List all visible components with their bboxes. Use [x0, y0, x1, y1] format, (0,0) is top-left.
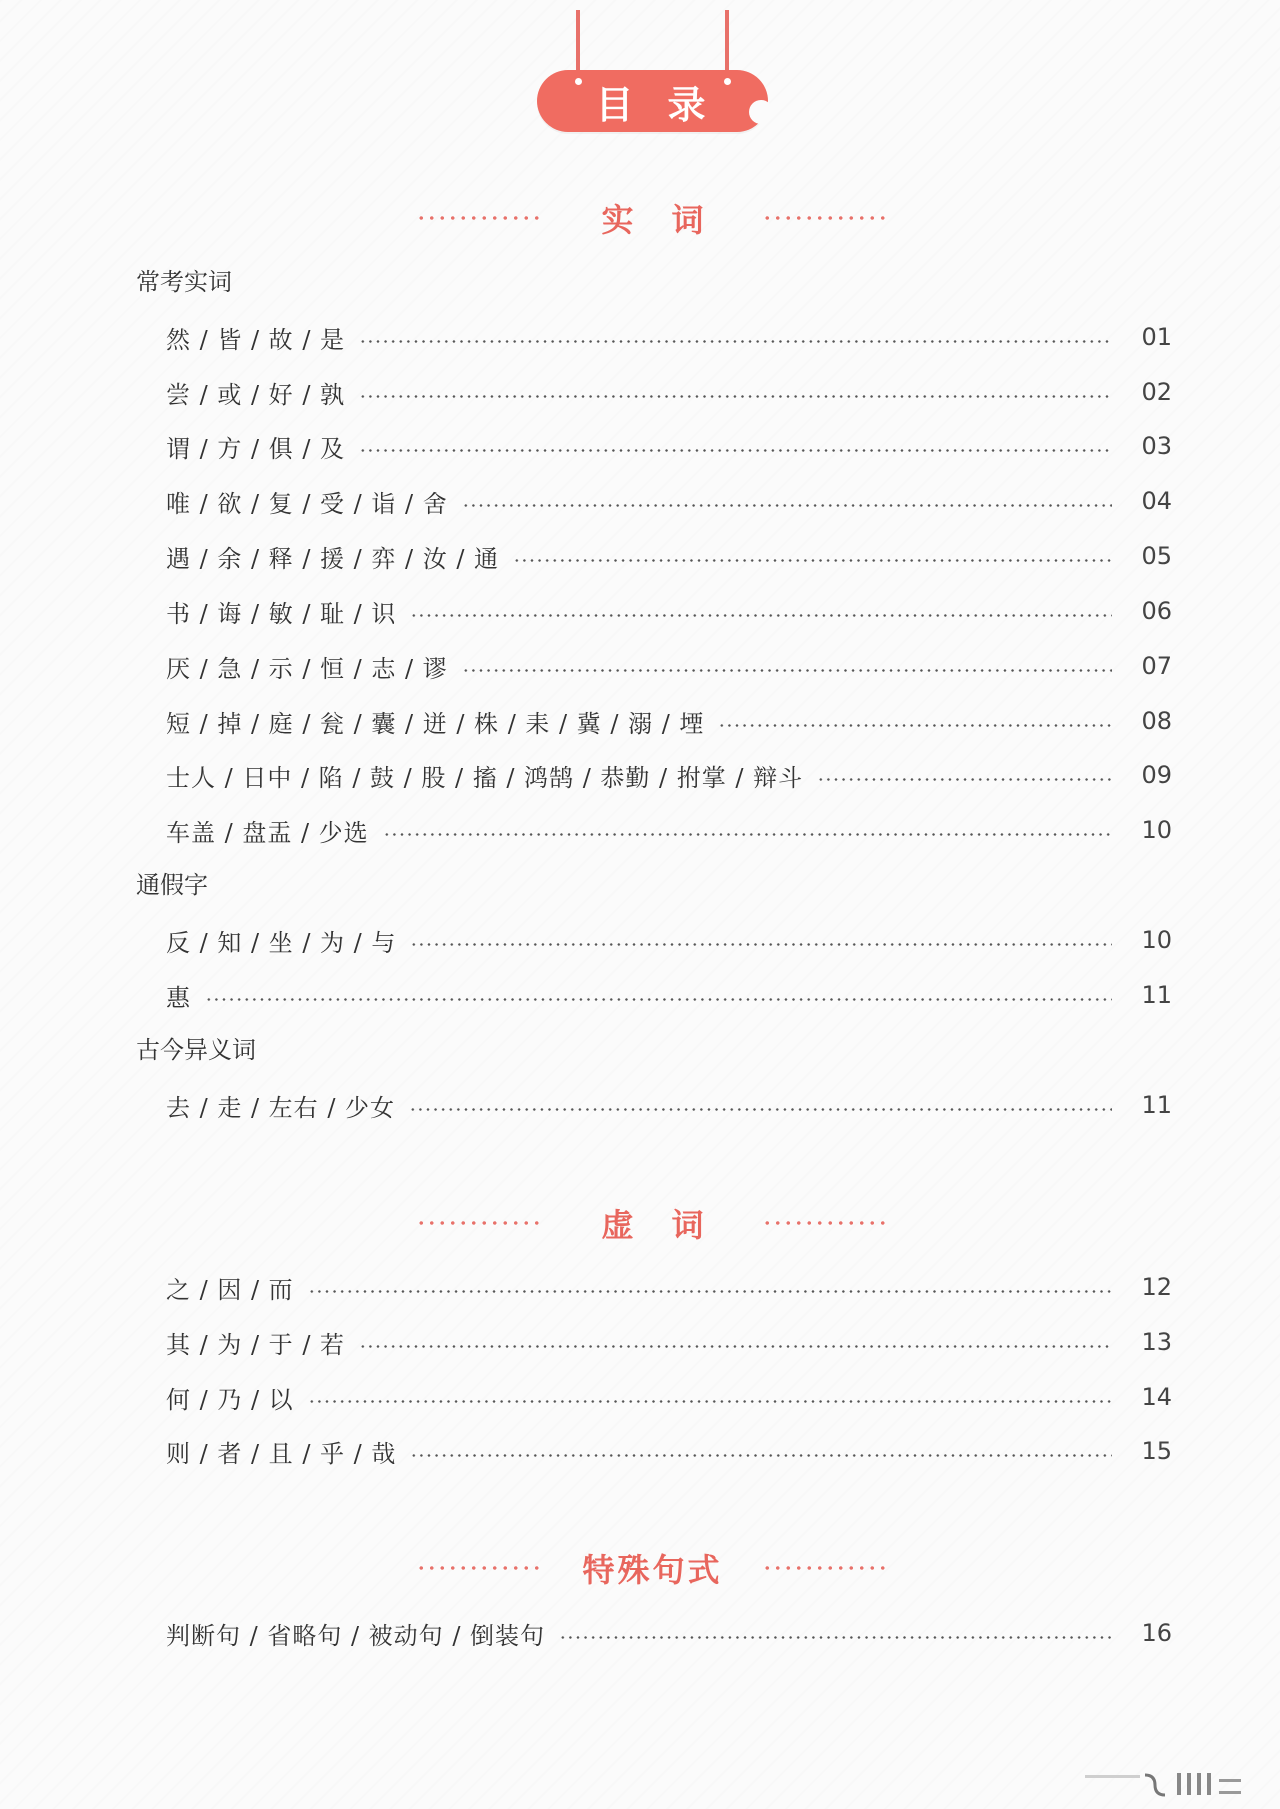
page-number: 10 [1141, 926, 1172, 954]
toc-row[interactable] [166, 813, 1172, 847]
dot-leader [410, 614, 1112, 617]
dot-leader [359, 449, 1112, 452]
section-title: 虚词 [601, 1206, 742, 1244]
toc-entry-text: 短 / 掉 / 庭 / 瓮 / 囊 / 迸 / 株 / 耒 / 冀 / 溺 / 堙 [166, 709, 705, 738]
toc-row[interactable] [166, 429, 1172, 463]
category-label: 古今异义词 [136, 1036, 256, 1064]
dot-leader [462, 504, 1112, 507]
dots-decoration-left [416, 1566, 542, 1570]
dots-decoration-right [762, 1566, 888, 1570]
toc-entry-text: 遇 / 余 / 释 / 援 / 弈 / 汝 / 通 [166, 544, 500, 573]
page-number: 15 [1141, 1437, 1172, 1465]
dot-leader [359, 1345, 1112, 1348]
toc-entry-text: 判断句 / 省略句 / 被动句 / 倒装句 [166, 1621, 546, 1650]
toc-row[interactable] [166, 649, 1172, 683]
toc-row[interactable] [166, 1434, 1172, 1468]
dot-leader [308, 1290, 1112, 1293]
toc-entry-text: 书 / 诲 / 敏 / 耻 / 识 [166, 599, 397, 628]
toc-entry-text: 厌 / 急 / 示 / 恒 / 志 / 谬 [166, 654, 448, 683]
toc-entry-text: 何 / 乃 / 以 [166, 1385, 294, 1414]
toc-row[interactable] [166, 704, 1172, 738]
dot-leader [359, 395, 1112, 398]
dot-leader [205, 998, 1112, 1001]
page-number: 12 [1141, 1273, 1172, 1301]
toc-entry-text: 反 / 知 / 坐 / 为 / 与 [166, 928, 397, 957]
section-title: 实词 [601, 201, 742, 239]
toc-entry-text: 去 / 走 / 左右 / 少女 [166, 1093, 396, 1122]
dot-leader [462, 669, 1112, 672]
toc-entry-text: 惠 [166, 983, 191, 1012]
page-number: 11 [1141, 981, 1172, 1009]
page-number: 07 [1141, 652, 1172, 680]
page-number: 01 [1141, 323, 1172, 351]
toc-entry-text: 之 / 因 / 而 [166, 1275, 294, 1304]
page-number: 03 [1141, 432, 1172, 460]
toc-row[interactable] [166, 923, 1172, 957]
page-number: 05 [1141, 542, 1172, 570]
toc-row[interactable] [166, 1616, 1172, 1650]
toc-row[interactable] [166, 539, 1172, 573]
toc-entry-text: 则 / 者 / 且 / 乎 / 哉 [166, 1439, 397, 1468]
section-header-teshujushi [0, 1543, 1280, 1593]
section-header-shici [0, 193, 1280, 243]
toc-row[interactable] [166, 1325, 1172, 1359]
category-label: 常考实词 [136, 268, 232, 296]
toc-row[interactable] [166, 484, 1172, 518]
toc-entry-text: 尝 / 或 / 好 / 孰 [166, 380, 346, 409]
toc-entry-text: 谓 / 方 / 俱 / 及 [166, 434, 346, 463]
toc-entry-text: 其 / 为 / 于 / 若 [166, 1330, 346, 1359]
toc-row[interactable] [166, 594, 1172, 628]
page-number: 13 [1141, 1328, 1172, 1356]
page-title: 目录 [595, 82, 740, 127]
page-number: 14 [1141, 1383, 1172, 1411]
page-number: 02 [1141, 378, 1172, 406]
toc-row[interactable] [166, 1380, 1172, 1414]
toc-row[interactable] [166, 978, 1172, 1012]
dot-leader [410, 1454, 1112, 1457]
dot-leader [559, 1636, 1112, 1639]
dot-leader [383, 833, 1112, 836]
page-number: 06 [1141, 597, 1172, 625]
dots-decoration-left [416, 216, 542, 220]
page-number: 11 [1141, 1091, 1172, 1119]
toc-row[interactable] [166, 320, 1172, 354]
toc-row[interactable] [166, 758, 1172, 792]
dot-leader [817, 778, 1112, 781]
toc-entry-text: 然 / 皆 / 故 / 是 [166, 325, 346, 354]
category-label: 通假字 [136, 871, 208, 899]
toc-entry-text: 车盖 / 盘盂 / 少选 [166, 818, 369, 847]
toc-row[interactable] [166, 375, 1172, 409]
page-number: 04 [1141, 487, 1172, 515]
dot-leader [359, 340, 1112, 343]
toc-entry-text: 士人 / 日中 / 陷 / 鼓 / 股 / 搐 / 鸿鹄 / 恭勤 / 拊掌 / 辩斗 [166, 763, 804, 792]
toc-row[interactable] [166, 1270, 1172, 1304]
page-number: 10 [1141, 816, 1172, 844]
scan-mark-icon [1085, 1771, 1255, 1797]
dot-leader [513, 559, 1112, 562]
dots-decoration-right [762, 216, 888, 220]
section-title: 特殊句式 [582, 1551, 723, 1589]
page-number: 09 [1141, 761, 1172, 789]
toc-row[interactable] [166, 1088, 1172, 1122]
dots-decoration-right [762, 1221, 888, 1225]
page-number: 16 [1141, 1619, 1172, 1647]
section-header-xuci [0, 1198, 1280, 1248]
dots-decoration-left [416, 1221, 542, 1225]
toc-entry-text: 唯 / 欲 / 复 / 受 / 诣 / 舍 [166, 489, 448, 518]
dot-leader [718, 724, 1112, 727]
dot-leader [410, 943, 1112, 946]
page-number: 08 [1141, 707, 1172, 735]
dot-leader [409, 1108, 1112, 1111]
dot-leader [308, 1400, 1112, 1403]
